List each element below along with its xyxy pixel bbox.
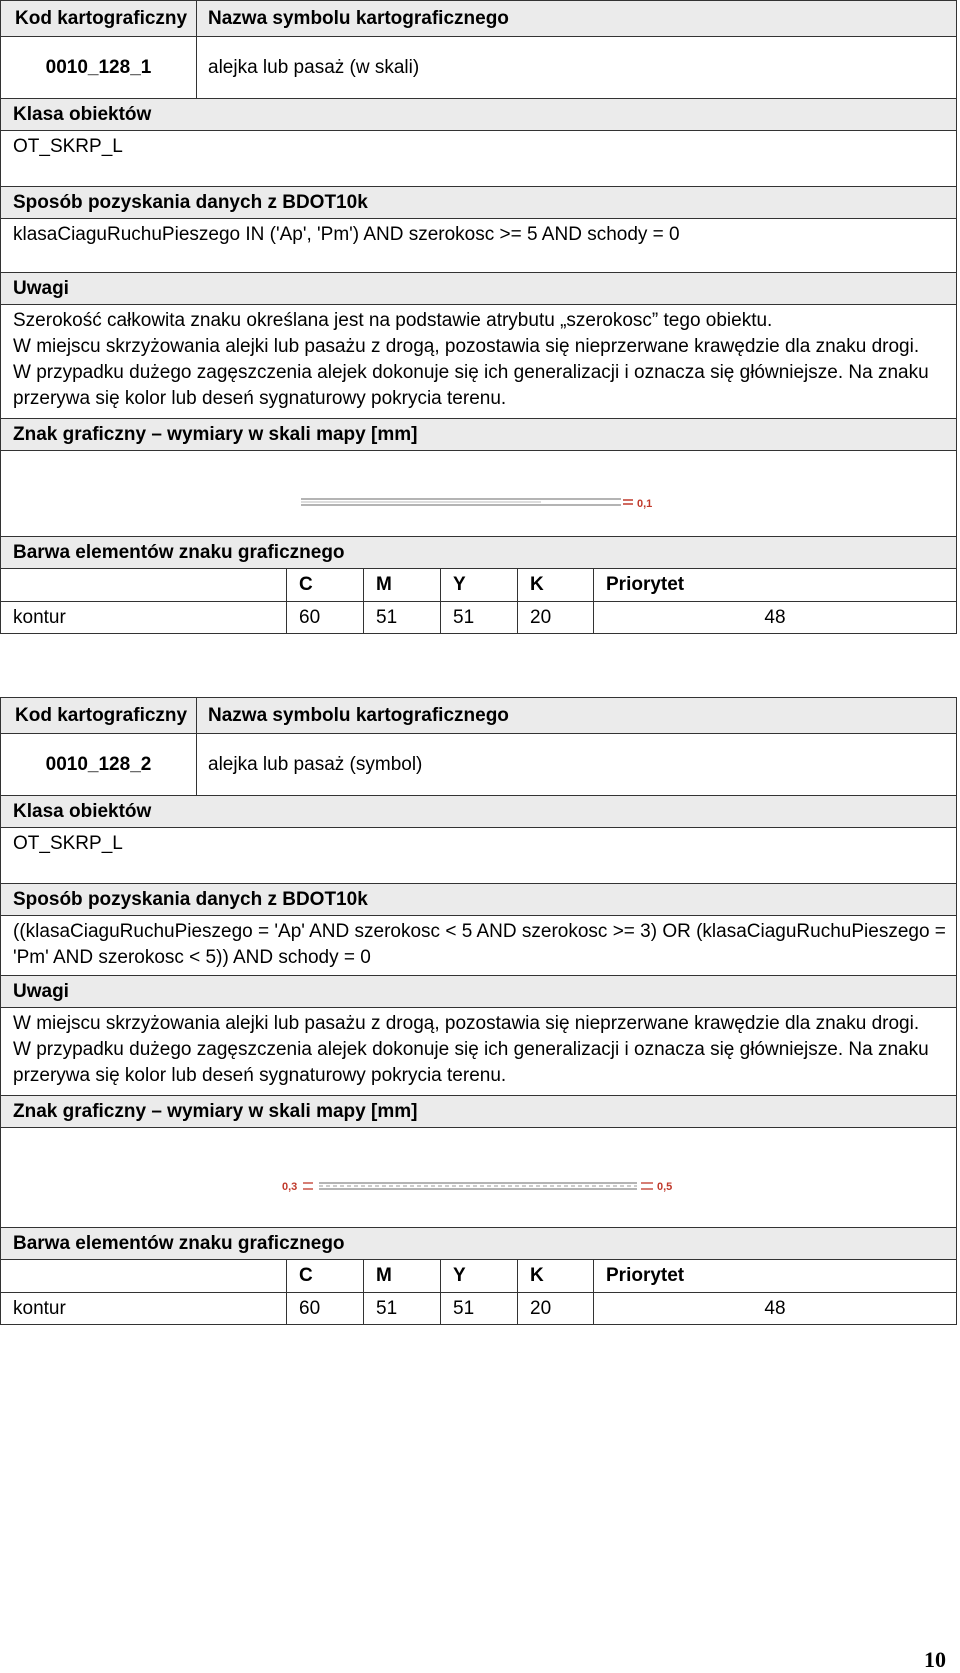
color-table-header	[0, 1259, 957, 1292]
value-y: 51	[441, 1293, 518, 1324]
dimension-label: 0,3	[282, 1181, 298, 1193]
graphic-header: Znak graficzny – wymiary w skali mapy [mm]	[0, 418, 957, 450]
col-y: Y	[441, 569, 518, 601]
symbol-code: 0010_128_2	[1, 734, 197, 795]
acquisition-header: Sposób pozyskania danych z BDOT10k	[0, 186, 957, 218]
note-line: Szerokość całkowita znaku określana jest na podstawie atrybutu „szerokosc” tego obiektu.	[13, 310, 773, 331]
element-name: kontur	[1, 602, 287, 633]
symbol-card-1	[0, 0, 957, 634]
col-k: K	[518, 569, 594, 601]
value-c: 60	[287, 1293, 364, 1324]
color-table-row	[0, 601, 957, 634]
notes-header: Uwagi	[0, 975, 957, 1007]
value-priority: 48	[764, 1297, 786, 1319]
symbol-name: alejka lub pasaż (symbol)	[208, 753, 423, 775]
symbol-graphic	[0, 450, 957, 536]
code-row	[0, 36, 957, 98]
col-c: C	[287, 569, 364, 601]
colors-header: Barwa elementów znaku graficznego	[0, 1227, 957, 1259]
class-header: Klasa obiektów	[0, 795, 957, 827]
note-line: W miejscu skrzyżowania alejki lub pasażu z drogą, pozostawia się nieprzerwane krawędzie dla znaku drogi.	[13, 336, 920, 357]
class-header: Klasa obiektów	[0, 98, 957, 130]
graphic-header: Znak graficzny – wymiary w skali mapy [mm]	[0, 1095, 957, 1127]
col-priority: Priorytet	[606, 1265, 685, 1286]
value-y: 51	[441, 602, 518, 633]
value-priority: 48	[764, 606, 786, 628]
header-row	[0, 0, 957, 36]
col-priority: Priorytet	[606, 574, 685, 595]
acquisition-value: ((klasaCiaguRuchuPieszego = 'Ap' AND szerokosc < 5 AND szerokosc >= 3) OR (klasaCiaguRuchuPieszego = 'Pm' AND szerokosc < 5)) AND schody = 0	[0, 915, 957, 975]
alley-symbol-icon	[1, 1128, 955, 1226]
name-header: Nazwa symbolu kartograficznego	[208, 7, 509, 29]
header-row	[0, 697, 957, 733]
notes-header: Uwagi	[0, 272, 957, 304]
value-m: 51	[364, 602, 441, 633]
value-k: 20	[518, 602, 594, 633]
alley-scale-symbol-icon	[1, 451, 955, 535]
dimension-label: 0,1	[637, 498, 653, 510]
note-line: W przypadku dużego zagęszczenia alejek dokonuje się ich generalizacji i oznacza się główniejsze. Na znaku przerywa się kolor lub deseń sygnaturowy pokrycia terenu.	[13, 1039, 929, 1086]
class-value: OT_SKRP_L	[0, 130, 957, 186]
page-number: 10	[924, 1647, 946, 1672]
symbol-graphic	[0, 1127, 957, 1227]
col-y: Y	[441, 1260, 518, 1292]
value-c: 60	[287, 602, 364, 633]
acquisition-header: Sposób pozyskania danych z BDOT10k	[0, 883, 957, 915]
code-header: Kod kartograficzny	[1, 698, 197, 733]
value-k: 20	[518, 1293, 594, 1324]
value-m: 51	[364, 1293, 441, 1324]
note-line: W miejscu skrzyżowania alejki lub pasażu z drogą, pozostawia się nieprzerwane krawędzie dla znaku drogi.	[13, 1013, 920, 1034]
notes-body	[0, 1007, 957, 1095]
col-m: M	[364, 1260, 441, 1292]
code-header: Kod kartograficzny	[1, 1, 197, 36]
col-m: M	[364, 569, 441, 601]
color-table-header	[0, 568, 957, 601]
dimension-label: 0,5	[657, 1181, 673, 1193]
symbol-code: 0010_128_1	[1, 37, 197, 98]
symbol-card-2	[0, 697, 957, 1325]
note-line: W przypadku dużego zagęszczenia alejek dokonuje się ich generalizacji i oznacza się główniejsze. Na znaku przerywa się kolor lub deseń sygnaturowy pokrycia terenu.	[13, 362, 929, 409]
symbol-name: alejka lub pasaż (w skali)	[208, 56, 420, 78]
name-header: Nazwa symbolu kartograficznego	[208, 704, 509, 726]
color-table-row	[0, 1292, 957, 1325]
code-row	[0, 733, 957, 795]
col-c: C	[287, 1260, 364, 1292]
class-value: OT_SKRP_L	[0, 827, 957, 883]
col-k: K	[518, 1260, 594, 1292]
colors-header: Barwa elementów znaku graficznego	[0, 536, 957, 568]
notes-body	[0, 304, 957, 418]
element-name: kontur	[1, 1293, 287, 1324]
acquisition-value: klasaCiaguRuchuPieszego IN ('Ap', 'Pm') AND szerokosc >= 5 AND schody = 0	[0, 218, 957, 272]
